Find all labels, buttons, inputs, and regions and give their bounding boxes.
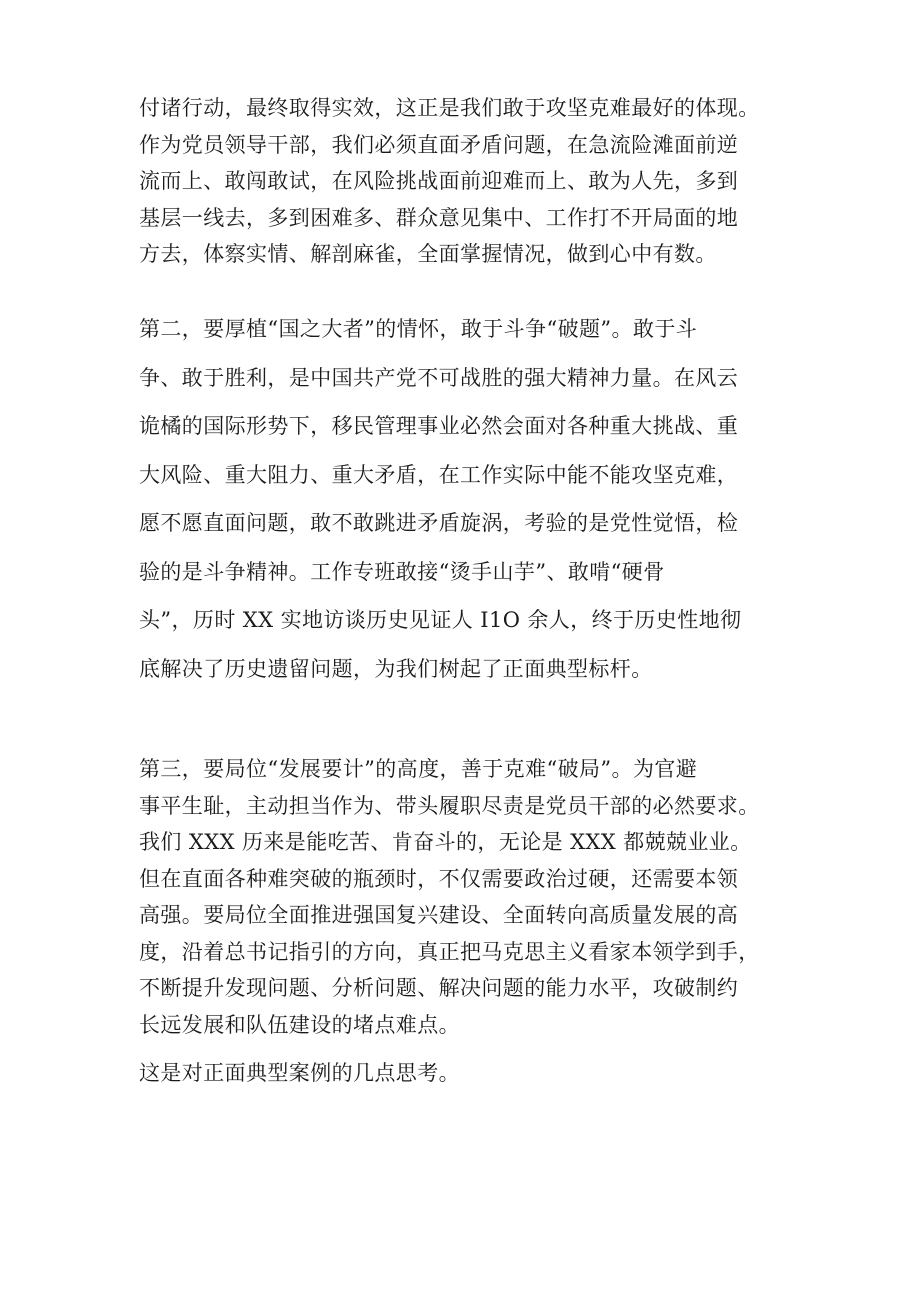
text-line: 流而上、敢闯敢试，在风险挑战面前迎难而上、敢为人先，多到 — [139, 169, 739, 193]
text-line: 第二，要厚植“国之大者”的情怀，敢于斗争“破题”。敢于斗 — [139, 317, 698, 341]
text-line: 基层一线去，多到困难多、群众意见集中、工作打不开局面的地 — [139, 205, 739, 230]
text-line: 底解决了历史遗留问题，为我们树起了正面典型标杆。 — [139, 656, 653, 681]
paragraph-second-point — [139, 305, 789, 693]
text-line: 大风险、重大阻力、重大矛盾，在工作实际中能不能攻坚克难， — [139, 462, 739, 487]
text-line: 我们 XXX 历来是能吃苦、肯奋斗的，无论是 XXX 都兢兢业业。 — [139, 830, 752, 854]
text-line: 但在直面各种难突破的瓶颈时，不仅需要政治过硬，还需要本领 — [139, 866, 739, 891]
text-line: 第三，要局位“发展要计”的高度，善于克难“破局”。为官避 — [139, 757, 698, 781]
text-line: 付诸行动，最终取得实效，这正是我们敢于攻坚克难最好的体现。 — [139, 96, 760, 120]
paragraph-action-summary — [139, 90, 789, 273]
text-line: 这是对正面典型案例的几点思考。 — [139, 1061, 460, 1085]
text-line: 事平生耻，主动担当作为、带头履职尽责是党员干部的必然要求。 — [139, 793, 760, 818]
text-line: 长远发展和队伍建设的堵点难点。 — [139, 1012, 460, 1037]
text-line: 不断提升发现问题、分析问题、解决问题的能力水平，攻破制约 — [139, 976, 739, 1000]
text-line: 诡橘的国际形势下，移民管理事业必然会面对各种重大挑战、重 — [139, 414, 739, 438]
text-line: 争、敢于胜利，是中国共产党不可战胜的强大精神力量。在风云 — [139, 365, 739, 390]
text-line: 高强。要局位全面推进强国复兴建设、全面转向高质量发展的高 — [139, 903, 739, 927]
text-line: 头”，历时 XX 实地访谈历史见证人 I1O 余人，终于历史性地彻 — [139, 608, 742, 632]
text-line: 方去，体察实情、解剖麻雀，全面掌握情况，做到心中有数。 — [139, 242, 717, 266]
paragraph-third-point — [139, 751, 789, 1043]
text-line: 验的是斗争精神。工作专班敢接“烫手山芋”、敢啃“硬骨 — [139, 559, 665, 584]
text-line: 度，沿着总书记指引的方向，真正把马克思主义看家本领学到手， — [139, 939, 760, 964]
paragraph-closing — [139, 1055, 789, 1092]
text-line: 愿不愿直面问题，敢不敢跳进矛盾旋涡，考验的是党性觉悟，检 — [139, 511, 739, 535]
text-line: 作为党员领导干部，我们必须直面矛盾问题，在急流险滩面前逆 — [139, 132, 739, 157]
